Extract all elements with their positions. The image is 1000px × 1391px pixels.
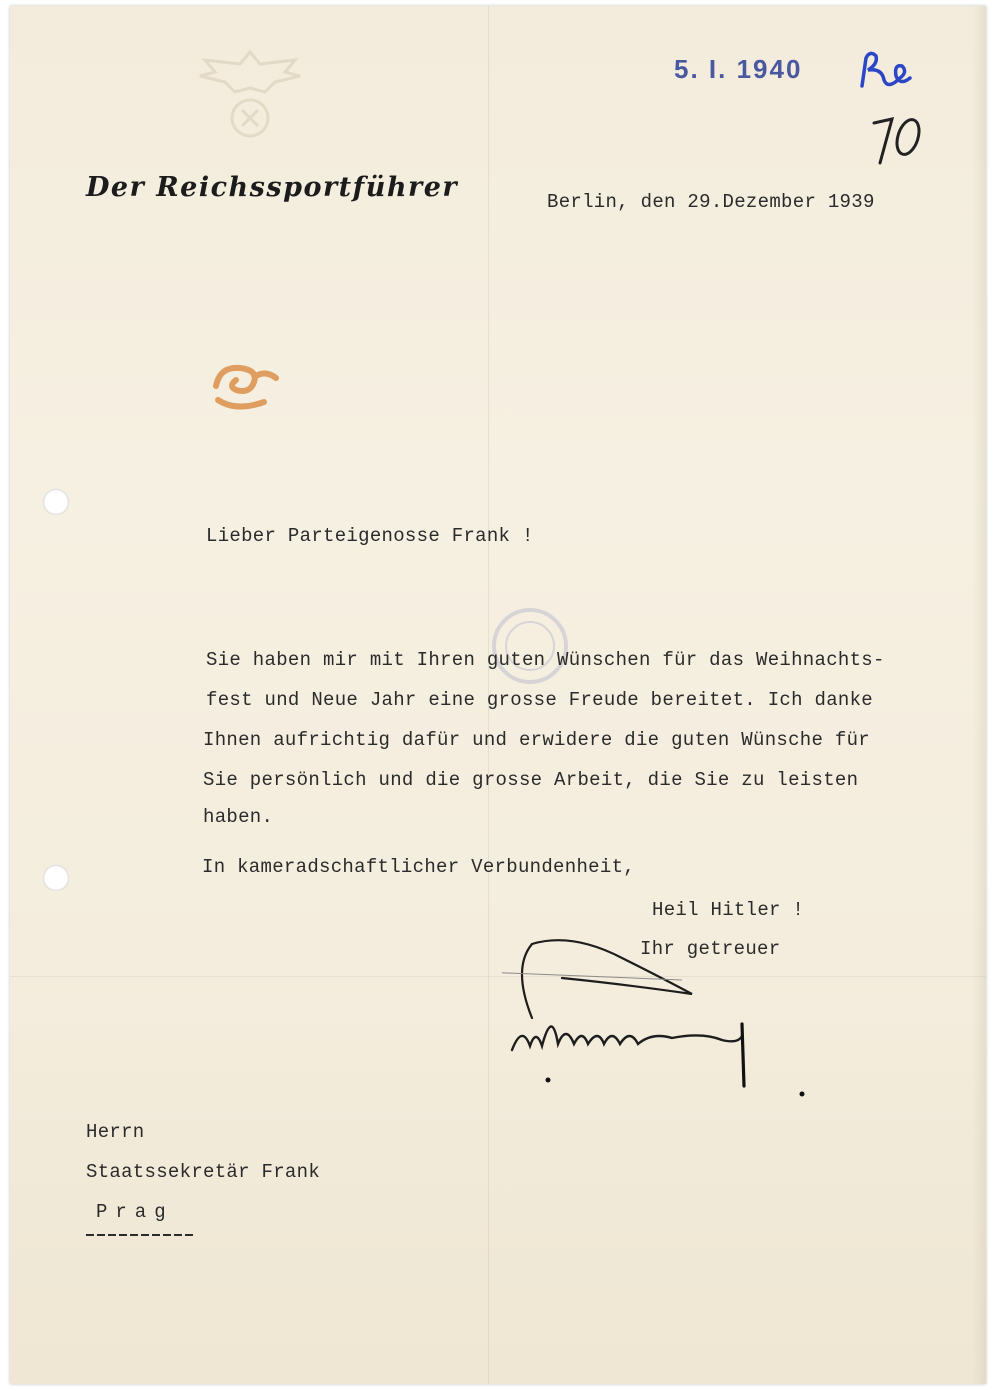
body-line: Sie persönlich und die grosse Arbeit, die Sie zu leisten — [203, 769, 859, 791]
embossed-eagle-icon — [195, 34, 305, 154]
faint-seal-icon — [488, 604, 572, 688]
handwritten-initials-icon — [848, 46, 918, 96]
letterhead-title: Der Reichssportführer — [86, 172, 459, 203]
recipient-underline — [86, 1234, 196, 1236]
closing-greeting: Heil Hitler ! — [652, 899, 805, 921]
paper-edge-shadow — [972, 6, 986, 1384]
handwritten-signature-icon — [502, 928, 822, 1098]
received-date-stamp: 5. I. 1940 — [674, 54, 803, 84]
fold-crease-horizontal — [10, 976, 986, 977]
punch-hole-icon — [43, 489, 69, 515]
salutation: Lieber Parteigenosse Frank ! — [206, 525, 534, 547]
orange-ink-stamp-icon — [206, 356, 284, 418]
body-line: Sie haben mir mit Ihren guten Wünschen für das Weihnachts- — [206, 649, 885, 671]
dateline: Berlin, den 29.Dezember 1939 — [547, 191, 875, 213]
recipient-line: Staatssekretär Frank — [86, 1161, 321, 1183]
recipient-city: Prag — [96, 1201, 174, 1223]
letter-sheet — [10, 6, 986, 1384]
handwritten-folio-number-icon — [870, 111, 930, 171]
punch-hole-icon — [43, 865, 69, 891]
closing-yours: Ihr getreuer — [640, 938, 781, 960]
body-line: haben. — [203, 806, 274, 828]
recipient-line: Herrn — [86, 1121, 145, 1143]
body-line: fest und Neue Jahr eine grosse Freude bereitet. Ich danke — [206, 689, 874, 711]
closing-regards: In kameradschaftlicher Verbundenheit, — [202, 856, 635, 878]
body-line: Ihnen aufrichtig dafür und erwidere die guten Wünsche für — [203, 729, 871, 751]
